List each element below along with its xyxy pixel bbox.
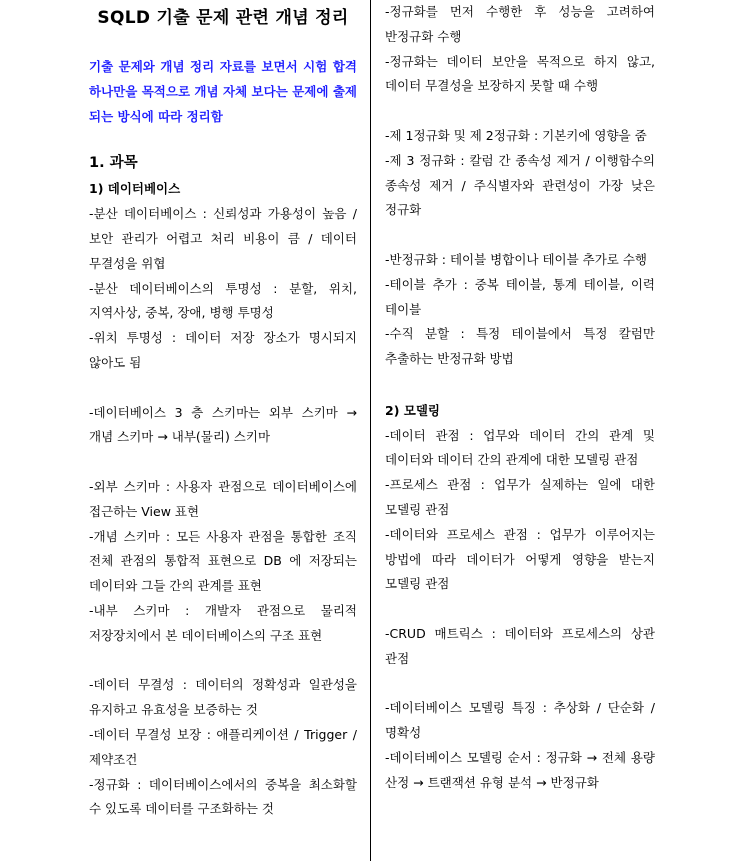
note-1nf-2nf: -제 1정규화 및 제 2정규화 : 기본키에 영향을 줌 (385, 127, 647, 143)
note-location-transparency: -위치 투명성 : 데이터 저장 장소가 명시되지 않아도 됨 (89, 330, 357, 370)
note-external-schema: -외부 스키마 : 사용자 관점으로 데이터베이스에 접근하는 View 표현 (89, 478, 357, 519)
note-denormalization: -반정규화 : 테이블 병합이나 테이블 추가로 수행 (385, 251, 647, 267)
subsection-heading-modeling: 2) 모델링 (385, 402, 440, 418)
subsection-heading-database: 1) 데이터베이스 (89, 181, 181, 197)
note-normalization-purpose: -정규화는 데이터 보안을 목적으로 하지 않고, 데이터 무결성을 보장하지 못할 때 수행 (385, 53, 655, 94)
section-heading-subject: 1. 과목 (89, 155, 138, 172)
note-vertical-partition: -수직 분할 : 특정 테이블에서 특정 칼럼만 추출하는 반정규화 방법 (385, 326, 655, 367)
note-normalization: -정규화 : 데이터베이스에서의 중복을 최소화할 수 있도록 데이터를 구조화하는 것 (89, 776, 357, 817)
blank-line (385, 597, 655, 622)
note-normalize-then-denormalize: -정규화를 먼저 수행한 후 성능을 고려하여 반정규화 수행 (385, 4, 655, 44)
note-process-perspective: -프로세스 관점 : 업무가 실제하는 일에 대한 모델링 관점 (385, 477, 655, 517)
right-column (385, 0, 655, 796)
blank-line (385, 223, 655, 248)
note-conceptual-schema: -개념 스키마 : 모든 사용자 관점을 통합한 조직 전체 관점의 통합적 표현으로 DB 에 저장되는 데이터와 그들 간의 관계를 표현 (89, 528, 357, 594)
intro-note: 기출 문제와 개념 정리 자료를 보면서 시험 합격 하나만을 목적으로 개념 자체 보다는 문제에 출제되는 방식에 따라 정리함 (89, 59, 357, 124)
blank-line (89, 649, 357, 674)
blank-line (89, 376, 357, 401)
note-data-integrity: -데이터 무결성 : 데이터의 정확성과 일관성을 유지하고 유효성을 보증하는 것 (89, 677, 357, 718)
left-column (89, 0, 357, 822)
note-crud-matrix: -CRUD 매트릭스 : 데이터와 프로세스의 상관 관점 (385, 625, 655, 666)
note-modeling-features: -데이터베이스 모델링 특징 : 추상화 / 단순화 / 명확성 (385, 700, 655, 741)
blank-line (385, 99, 655, 124)
note-data-process-perspective: -데이터와 프로세스 관점 : 업무가 이루어지는 방법에 따라 데이터가 어떻게 영향을 받는지 모델링 관점 (385, 526, 655, 592)
note-distributed-db: -분산 데이터베이스 : 신뢰성과 가용성이 높음 / 보안 관리가 어렵고 처리 비용이 큼 / 데이터 무결성을 위협 (89, 206, 357, 271)
note-internal-schema: -내부 스키마 : 개발자 관점으로 물리적 저장장치에서 본 데이터베이스의 구조 표현 (89, 602, 357, 643)
note-three-level-schema: -데이터베이스 3 층 스키마는 외부 스키마 → 개념 스키마 → 내부(물리) 스키마 (89, 404, 357, 445)
note-data-integrity-guarantee: -데이터 무결성 보장 : 애플리케이션 / Trigger / 제약조건 (89, 726, 357, 767)
note-3nf: -제 3 정규화 : 칼럼 간 종속성 제거 / 이행함수의 종속성 제거 / 주식별자와 관련성이 가장 낮은 정규화 (385, 152, 655, 218)
note-data-perspective: -데이터 관점 : 업무와 데이터 간의 관계 및 데이터와 데이터 간의 관계에 대한 모델링 관점 (385, 427, 655, 468)
note-table-addition: -테이블 추가 : 중복 테이블, 통계 테이블, 이력 테이블 (385, 276, 655, 317)
document-title: SQLD 기출 문제 관련 개념 정리 (97, 8, 349, 28)
blank-line (385, 672, 655, 697)
column-divider (370, 0, 371, 861)
blank-line (385, 372, 655, 397)
note-modeling-order: -데이터베이스 모델링 순서 : 정규화 → 전체 용량 산정 → 트랜잭션 유형 분석 → 반정규화 (385, 749, 655, 790)
note-distributed-db-transparency: -분산 데이터베이스의 투명성 : 분할, 위치, 지역사상, 중복, 장애, 병행 투명성 (89, 280, 357, 321)
blank-line (89, 450, 357, 475)
